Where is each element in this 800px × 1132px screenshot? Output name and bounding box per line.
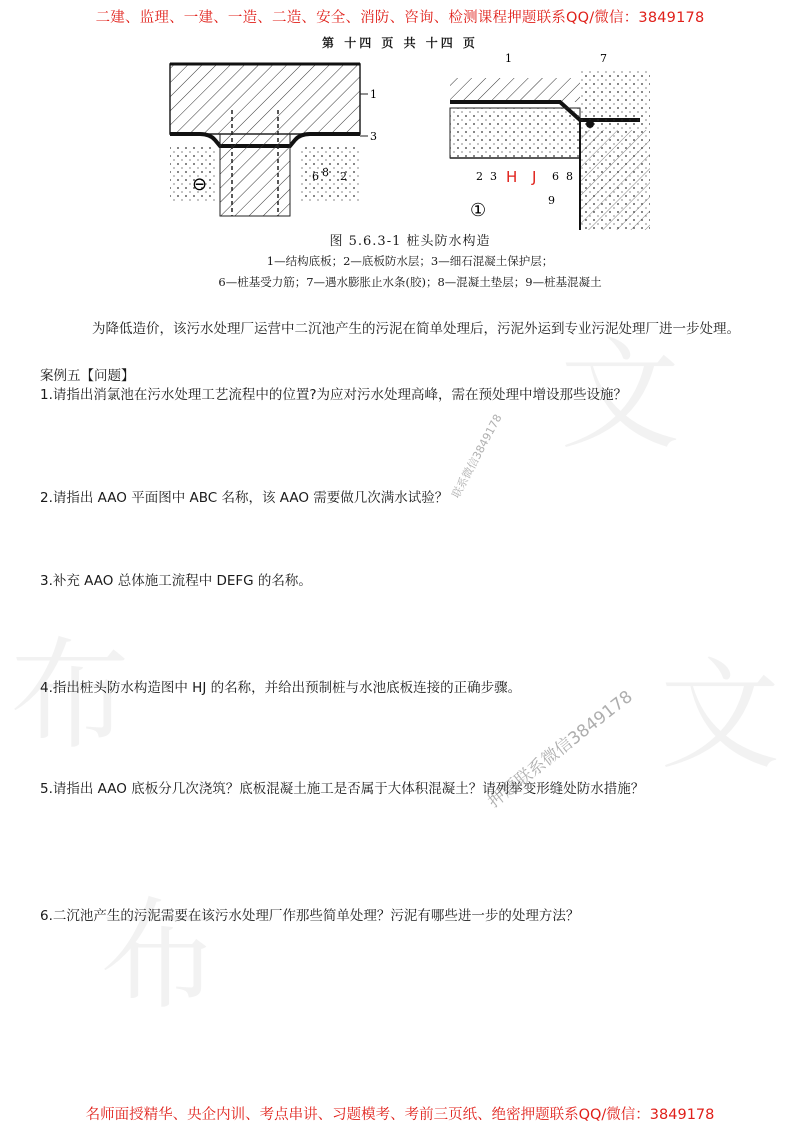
left-label-3: 3 — [370, 130, 377, 143]
background-watermark-glyph: 布 — [100, 887, 220, 1026]
question-6: 6.二沉池产生的污泥需要在该污水处理厂作那些简单处理？污泥有哪些进一步的处理方法？ — [40, 908, 580, 924]
right-label-3: 3 — [490, 170, 497, 183]
left-detail — [170, 64, 377, 216]
right-label-H: H — [506, 168, 518, 186]
right-detail — [450, 52, 650, 230]
left-label-6: 6 — [312, 170, 319, 183]
figure-legend-line-1: 1—结构底板；2—底板防水层；3—细石混凝土保护层； — [266, 254, 554, 268]
pile-head-diagram — [160, 50, 660, 230]
right-label-9: 9 — [548, 194, 555, 207]
watermark-contact-2: 押题联系微信3849178 — [484, 686, 637, 813]
case-heading: 案例五【问题】 — [40, 368, 135, 384]
left-label-8: 8 — [322, 166, 329, 179]
left-detail-marker: ⊖ — [192, 174, 208, 195]
right-label-6: 6 — [552, 170, 559, 183]
question-3: 3.补充 AAO 总体施工流程中 DEFG 的名称。 — [40, 573, 312, 589]
footer-contact-banner: 名师面授精华、央企内训、考点串讲、习题模考、考前三页纸、绝密押题联系QQ/微信：3849178 — [85, 1107, 715, 1123]
right-label-8: 8 — [566, 170, 573, 183]
watermark-contact-1: 联系微信3849178 — [449, 412, 505, 501]
figure-legend-line-2: 6—桩基受力筋；7—遇水膨胀止水条(胶)；8—混凝土垫层；9—桩基混凝土 — [218, 275, 602, 289]
figure-title: 图 5.6.3-1 桩头防水构造 — [329, 234, 491, 249]
right-label-1: 1 — [505, 52, 512, 65]
header-contact-banner: 二建、监理、一建、一造、二造、安全、消防、咨询、检测课程押题联系QQ/微信：3849178 — [95, 10, 705, 26]
background-watermark-glyph: 布 — [10, 627, 130, 766]
question-5: 5.请指出 AAO 底板分几次浇筑？底板混凝土施工是否属于大体积混凝土？请列举变形缝处防水措施？ — [40, 781, 645, 797]
right-label-2: 2 — [476, 170, 483, 183]
question-2: 2.请指出 AAO 平面图中 ABC 名称，该 AAO 需要做几次满水试验？ — [40, 490, 449, 506]
intro-paragraph: 为降低造价，该污水处理厂运营中二沉池产生的污泥在简单处理后，污泥外运到专业污泥处理厂进一步处理。 — [92, 321, 740, 337]
left-label-2: 2 — [340, 170, 347, 183]
background-watermark-glyph: 文 — [660, 647, 780, 786]
background-watermark-glyph: 文 — [560, 327, 680, 466]
question-1: 1.请指出消氯池在污水处理工艺流程中的位置?为应对污水处理高峰，需在预处理中增设那些设施？ — [40, 387, 628, 403]
question-4: 4.指出桩头防水构造图中 HJ 的名称，并给出预制桩与水池底板连接的正确步骤。 — [40, 680, 522, 696]
left-label-1: 1 — [370, 88, 377, 101]
right-label-7: 7 — [600, 52, 607, 65]
right-label-J: J — [532, 168, 537, 186]
pile-head-waterproof-figure — [160, 50, 660, 298]
right-detail-marker: ① — [470, 200, 487, 221]
page-indicator: 第 十四 页 共 十四 页 — [322, 36, 478, 50]
